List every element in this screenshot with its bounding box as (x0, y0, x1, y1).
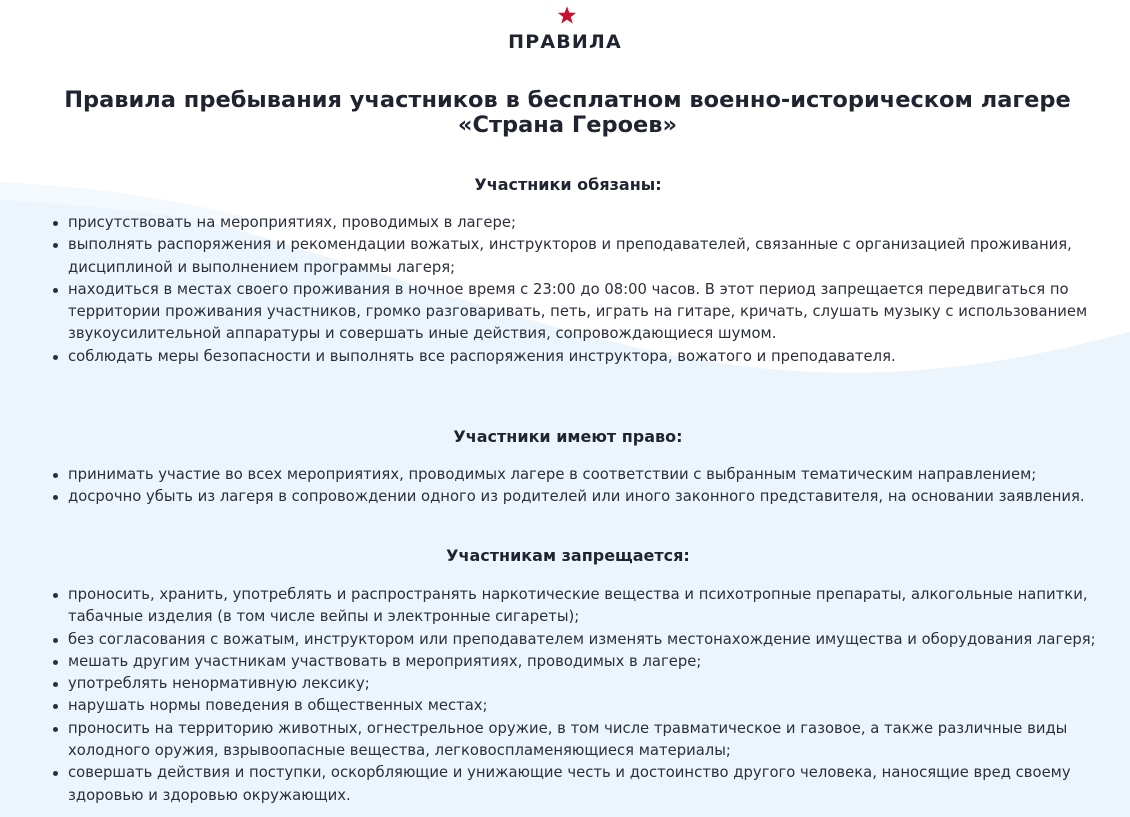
obligations-list (68, 212, 1108, 368)
list-item: мешать другим участникам участвовать в мероприятиях, проводимых в лагере; (68, 651, 1108, 673)
list-item: соблюдать меры безопасности и выполнять все распоряжения инструктора, вожатого и преподавателя. (68, 346, 1108, 368)
page-title: Правила пребывания участников в бесплатном военно-историческом лагере «Страна Героев» (64, 87, 1071, 138)
prohibitions-list (68, 584, 1108, 807)
list-item: употреблять ненормативную лексику; (68, 673, 1108, 695)
heading-prohibitions: Участникам запрещается: (446, 546, 690, 565)
list-item: присутствовать на мероприятиях, проводимых в лагере; (68, 212, 1108, 234)
red-star-icon (557, 5, 577, 25)
list-item: совершать действия и поступки, оскорбляющие и унижающие честь и достоинство другого человека, наносящие вред своему здоровью и здоровью окружающих. (68, 762, 1108, 807)
list-item: выполнять распоряжения и рекомендации вожатых, инструкторов и преподавателей, связанные с организацией проживания, дисциплиной и выполнением программы лагеря; (68, 234, 1108, 279)
heading-rights: Участники имеют право: (453, 427, 683, 446)
list-item: проносить, хранить, употреблять и распространять наркотические вещества и психотропные препараты, алкогольные напитки, табачные изделия (в том числе вейпы и электронные сигареты); (68, 584, 1108, 629)
rights-list (68, 464, 1108, 509)
list-item: нарушать нормы поведения в общественных местах; (68, 695, 1108, 717)
section-label: ПРАВИЛА (508, 31, 622, 53)
list-item: без согласования с вожатым, инструктором или преподавателем изменять местонахождение имущества и оборудования лагеря; (68, 629, 1108, 651)
list-item: принимать участие во всех мероприятиях, проводимых лагере в соответствии с выбранным тематическим направлением; (68, 464, 1108, 486)
list-item: досрочно убыть из лагеря в сопровождении одного из родителей или иного законного представителя, на основании заявления. (68, 486, 1108, 508)
heading-obligations: Участники обязаны: (474, 175, 662, 194)
list-item: находиться в местах своего проживания в ночное время с 23:00 до 08:00 часов. В этот период запрещается передвигаться по территории проживания участников, громко разговаривать, петь, играть на гитаре, кричать, слушать музыку с использованием звукоусилительной аппаратуры и совершать иные действия, сопровождающиеся шумом. (68, 279, 1108, 346)
list-item: проносить на территорию животных, огнестрельное оружие, в том числе травматическое и газовое, а также различные виды холодного оружия, взрывоопасные вещества, легковоспламеняющиеся материалы; (68, 718, 1108, 763)
